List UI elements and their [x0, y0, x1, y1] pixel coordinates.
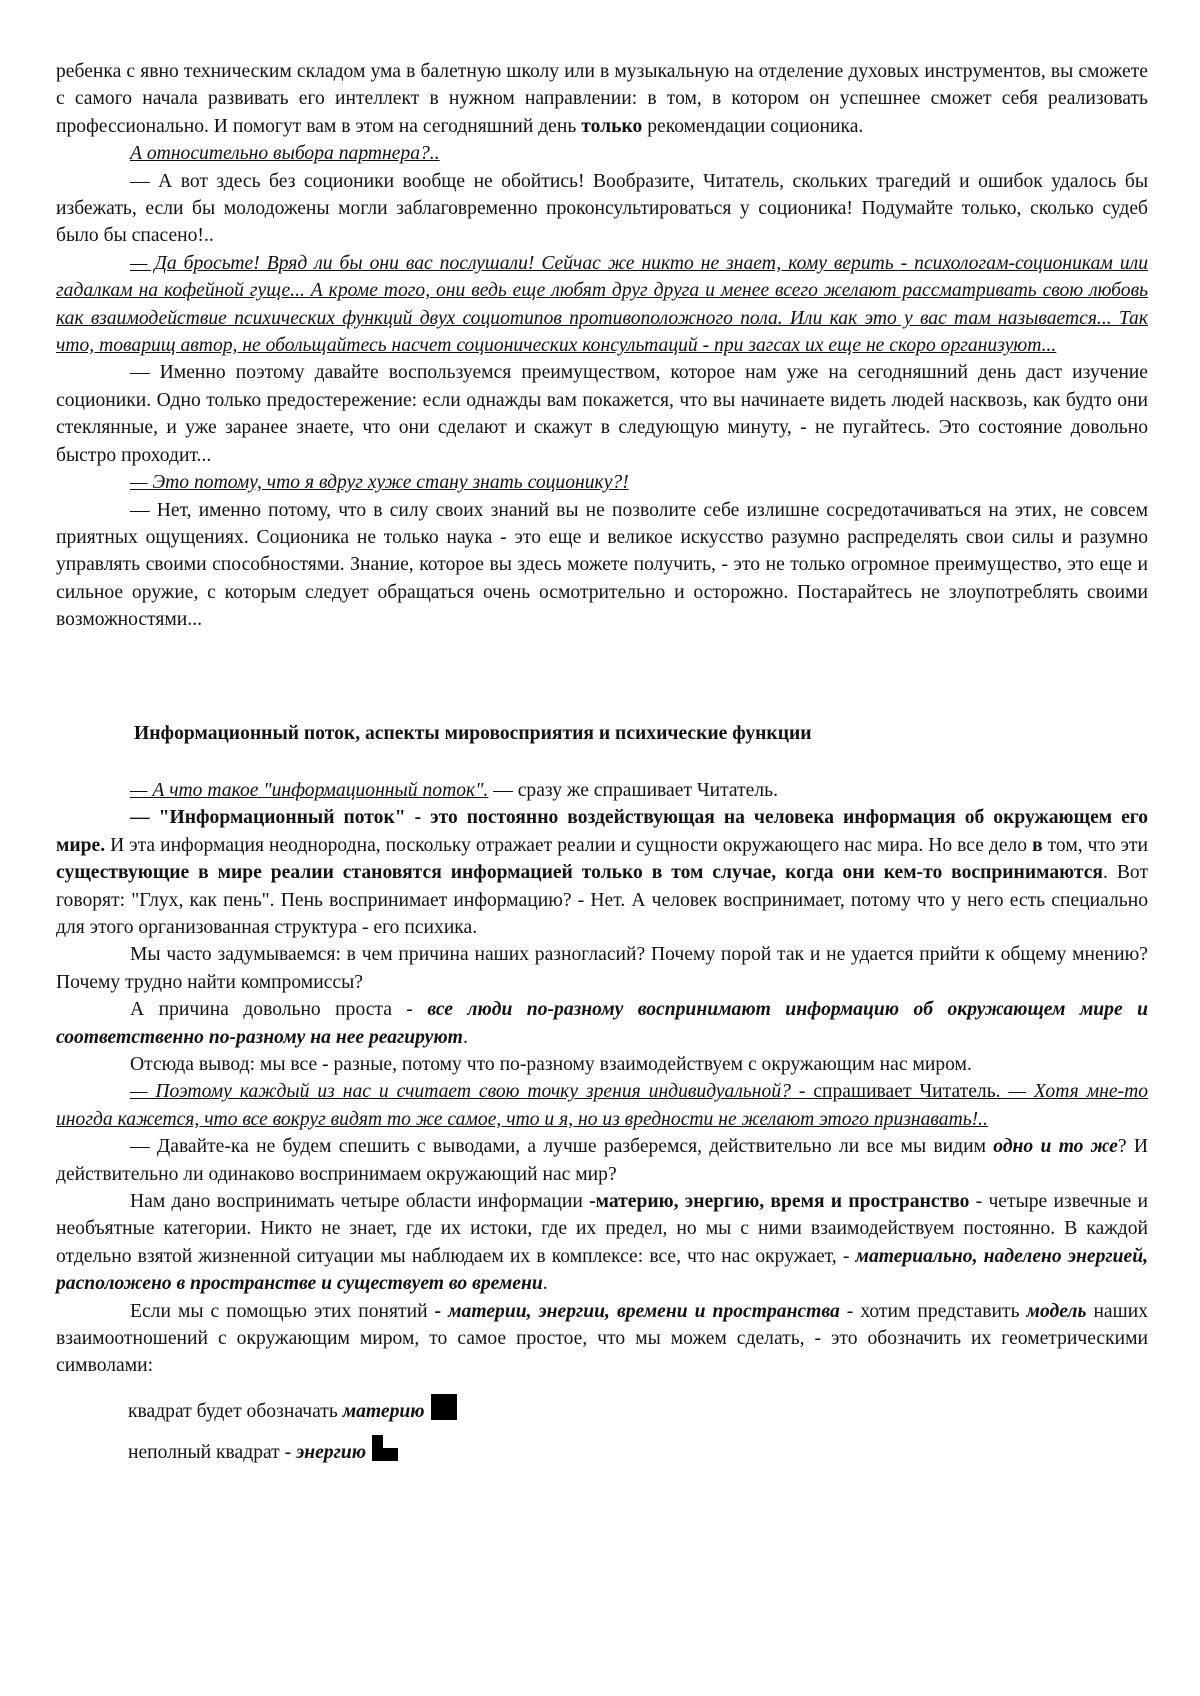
reader-objection-consultations: — Да бросьте! Вряд ли бы они вас послушали! Сейчас же никто не знает, кому верить - психологам-соционикам или гадалкам на кофейной гуще... А кроме того, они ведь еще любят друг друга и менее всего желают рассматривать свою любовь как взаимодействие психических функций двух социотипов противоположного пола. Или как это у вас там называется... Так что, товарищ автор, не обольщайтесь насчет соционических консультаций - при загсах их еще не скоро организуют... [56, 252, 1148, 357]
paragraph-child-talent: ребенка с явно техническим складом ума в балетную школу или в музыкальную на отделение духовых инструментов, вы сможете с самого начала развивать его интеллект в нужном направлении: в том, в котором он успешнее сможет себя реализовать профессионально. И помогут вам в этом на сегодняшний день только рекомендации соционика. [56, 61, 1148, 137]
author-answer-art: — Нет, именно потому, что в силу своих знаний вы не позволите себе излишне сосредотачиваться на этих, не совсем приятных ощущениях. Соционика не только наука - это еще и великое искусство разумно распределять свои силы и разумно управлять своими способностями. Знание, которое вы здесь можете получить, - это не только огромное преимущество, это еще и сильное оружие, с которым следует обращаться очень осмотрительно и осторожно. Постарайтесь не злоупотреблять своими возможностями... [56, 499, 1148, 631]
paragraph-four-areas: Нам дано воспринимать четыре области информации -материю, энергию, время и пространство - четыре извечные и необъятные категории. Никто не знает, где их истоки, где их предел, но мы с ними взаимодействуем постоянно. В каждой отдельно взятой жизненной ситуации мы наблюдаем их в комплексе: все, что нас окружает, - материально, наделено энергией, расположено в пространстве и существует во времени. [56, 1191, 1148, 1295]
incomplete-square-icon [372, 1435, 398, 1461]
paragraph-model: Если мы с помощью этих понятий - материи, энергии, времени и пространства - хотим представить модель наших взаимоотношений с окружающим миром, то самое простое, что мы можем сделать, - это обозначить их геометрическими символами: [56, 1300, 1149, 1377]
symbol-row-energy: неполный квадрат - энергию [56, 1435, 1148, 1466]
paragraph-reason: А причина довольно проста - все люди по-разному воспринимают информацию об окружающем мире и соответственно по-разному на нее реагируют. [56, 999, 1148, 1048]
reader-question-worse: — Это потому, что я вдруг хуже стану знать соционику?! [130, 472, 629, 494]
paragraph-disagreements: Мы часто задумываемся: в чем причина наших разногласий? Почему порой так и не удается прийти к общему мнению? Почему трудно найти компромиссы? [56, 944, 1148, 993]
filled-square-icon [431, 1394, 457, 1420]
author-answer-warning: — Именно поэтому давайте воспользуемся преимуществом, которое нам уже на сегодняшний день даст изучение соционики. Одно только предостережение: если однажды вам покажется, что вы начинаете видеть людей насквозь, как будто они стеклянные, и уже заранее знаете, что они сделают и скажут в следующую минуту, - не пугайтесь. Это состояние довольно быстро проходит... [56, 362, 1148, 466]
reader-question-partner: А относительно выбора партнера?.. [130, 143, 440, 165]
section-heading: Информационный поток, аспекты мировосприятия и психические функции [134, 722, 812, 744]
reader-question-individual: — Поэтому каждый из нас и считает свою точку зрения индивидуальной? - спрашивает Читатель. — Хотя мне-то иногда кажется, что все вокруг видят то же самое, что и я, но из вредности не желают этого признавать!.. [56, 1081, 1149, 1130]
author-answer-info-flow: — "Информационный поток" - это постоянно воздействующая на человека информация об окружающем его мире. И эта информация неоднородна, поскольку отражает реалии и сущности окружающего нас мира. Но все дело в том, что эти существующие в мире реалии становятся информацией только в том случае, когда они кем-то воспринимаются. Вот говорят: "Глух, как пень". Пень воспринимает информацию? - Нет. А человек воспринимает, потому что у него есть специально для этого организованная структура - его психика. [56, 807, 1149, 938]
reader-question-info-flow: — А что такое "информационный поток". — сразу же спрашивает Читатель. [130, 779, 778, 801]
author-answer-same: — Давайте-ка не будем спешить с выводами, а лучше разберемся, действительно ли все мы видим одно и то же? И действительно ли одинаково воспринимаем окружающий нас мир? [56, 1136, 1148, 1185]
symbol-row-matter: квадрат будет обозначать материю [56, 1394, 1148, 1425]
author-answer-partner: — А вот здесь без соционики вообще не обойтись! Вообразите, Читатель, скольких трагедий и ошибок удалось бы избежать, если бы молодожены могли заблаговременно проконсультироваться у соционика! Подумайте только, сколько судеб было бы спасено!.. [56, 170, 1148, 247]
paragraph-conclusion: Отсюда вывод: мы все - разные, потому что по-разному взаимодействуем с окружающим нас миром. [130, 1054, 972, 1075]
